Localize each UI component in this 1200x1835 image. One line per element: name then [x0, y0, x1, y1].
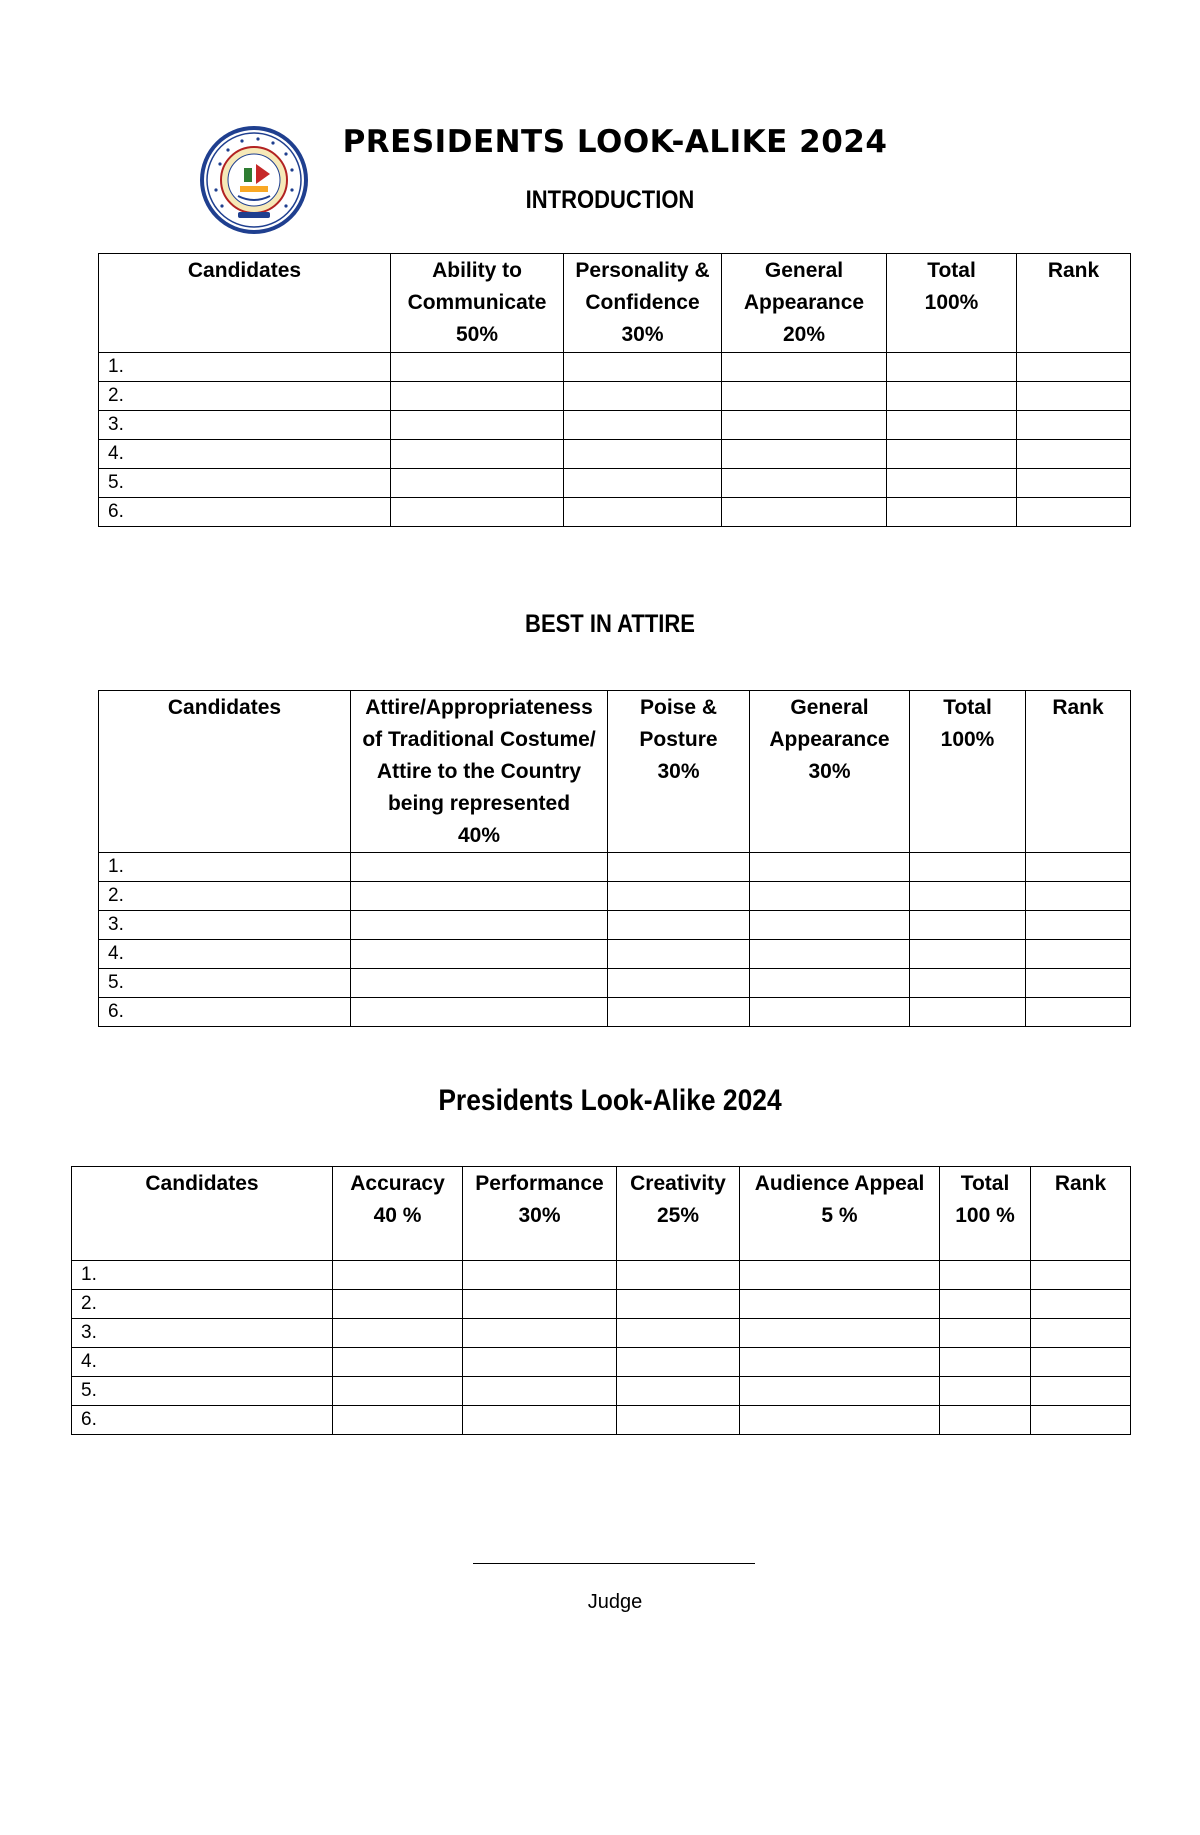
rank-cell[interactable]: [1017, 498, 1131, 527]
candidate-number: 5.: [72, 1377, 333, 1406]
score-cell[interactable]: [391, 382, 564, 411]
score-cell[interactable]: [608, 940, 750, 969]
table-row: [99, 940, 1131, 969]
section-title-best-in-attire: BEST IN ATTIRE: [525, 610, 695, 638]
table-row: [99, 382, 1131, 411]
total-cell[interactable]: [887, 440, 1017, 469]
score-cell[interactable]: [391, 440, 564, 469]
score-cell[interactable]: [564, 498, 722, 527]
score-cell[interactable]: [333, 1319, 463, 1348]
table-row: [72, 1290, 1131, 1319]
score-cell[interactable]: [722, 411, 887, 440]
rank-cell[interactable]: [1026, 940, 1131, 969]
score-cell[interactable]: [608, 998, 750, 1027]
total-cell[interactable]: [887, 353, 1017, 382]
table-row: [72, 1319, 1131, 1348]
column-header-poise-posture: Poise & Posture 30%: [608, 691, 750, 853]
table-header-row: [72, 1167, 1131, 1261]
table-row: [99, 469, 1131, 498]
rank-cell[interactable]: [1017, 382, 1131, 411]
table-row: [99, 440, 1131, 469]
total-cell[interactable]: [887, 382, 1017, 411]
score-cell[interactable]: [617, 1348, 740, 1377]
score-cell[interactable]: [750, 998, 910, 1027]
rank-cell[interactable]: [1031, 1290, 1131, 1319]
score-cell[interactable]: [351, 998, 608, 1027]
rank-cell[interactable]: [1031, 1319, 1131, 1348]
column-header-accuracy: Accuracy 40 %: [333, 1167, 463, 1261]
total-cell[interactable]: [887, 411, 1017, 440]
score-cell[interactable]: [608, 853, 750, 882]
score-cell[interactable]: [722, 498, 887, 527]
score-cell[interactable]: [617, 1261, 740, 1290]
column-header-creativity: Creativity 25%: [617, 1167, 740, 1261]
score-cell[interactable]: [617, 1406, 740, 1435]
total-cell[interactable]: [940, 1319, 1031, 1348]
score-cell[interactable]: [351, 969, 608, 998]
score-cell[interactable]: [750, 969, 910, 998]
score-cell[interactable]: [333, 1348, 463, 1377]
candidate-number: 6.: [99, 998, 351, 1027]
score-cell[interactable]: [463, 1319, 617, 1348]
rank-cell[interactable]: [1031, 1406, 1131, 1435]
total-cell[interactable]: [910, 998, 1026, 1027]
rank-cell[interactable]: [1026, 853, 1131, 882]
rank-cell[interactable]: [1031, 1348, 1131, 1377]
presidents-look-alike-score-table: [71, 1166, 1131, 1435]
table-row: [72, 1377, 1131, 1406]
rank-cell[interactable]: [1026, 911, 1131, 940]
column-header-attire-appropriateness: Attire/Appropriateness of Traditional Costume/ Attire to the Country being represented 40%: [351, 691, 608, 853]
score-cell[interactable]: [333, 1406, 463, 1435]
column-header-general-appearance: General Appearance 30%: [750, 691, 910, 853]
table-row: [99, 353, 1131, 382]
total-cell[interactable]: [910, 969, 1026, 998]
column-header-candidates: Candidates: [99, 691, 351, 853]
table-row: [99, 998, 1131, 1027]
total-cell[interactable]: [940, 1377, 1031, 1406]
score-cell[interactable]: [617, 1290, 740, 1319]
table-header-row: [99, 691, 1131, 853]
rank-cell[interactable]: [1017, 353, 1131, 382]
score-cell[interactable]: [333, 1290, 463, 1319]
score-cell[interactable]: [740, 1406, 940, 1435]
table-row: [72, 1261, 1131, 1290]
rank-cell[interactable]: [1017, 440, 1131, 469]
section-title-presidents-look-alike: Presidents Look-Alike 2024: [438, 1084, 782, 1117]
score-cell[interactable]: [740, 1348, 940, 1377]
score-cell[interactable]: [740, 1377, 940, 1406]
total-cell[interactable]: [940, 1261, 1031, 1290]
rank-cell[interactable]: [1017, 469, 1131, 498]
candidate-number: 3.: [99, 911, 351, 940]
score-cell[interactable]: [564, 382, 722, 411]
column-header-rank: Rank: [1031, 1167, 1131, 1261]
candidate-number: 3.: [72, 1319, 333, 1348]
rank-cell[interactable]: [1031, 1261, 1131, 1290]
score-cell[interactable]: [351, 882, 608, 911]
score-cell[interactable]: [351, 911, 608, 940]
table-row: [72, 1348, 1131, 1377]
score-cell[interactable]: [463, 1290, 617, 1319]
score-cell[interactable]: [463, 1261, 617, 1290]
score-cell[interactable]: [564, 469, 722, 498]
column-header-total: Total 100 %: [940, 1167, 1031, 1261]
score-cell[interactable]: [740, 1319, 940, 1348]
table-row: [99, 911, 1131, 940]
column-header-rank: Rank: [1026, 691, 1131, 853]
score-cell[interactable]: [617, 1319, 740, 1348]
total-cell[interactable]: [910, 911, 1026, 940]
rank-cell[interactable]: [1026, 969, 1131, 998]
candidate-number: 4.: [72, 1348, 333, 1377]
score-cell[interactable]: [333, 1377, 463, 1406]
score-cell[interactable]: [391, 353, 564, 382]
score-cell[interactable]: [463, 1348, 617, 1377]
table-row: [72, 1406, 1131, 1435]
table-row: [99, 853, 1131, 882]
candidate-number: 4.: [99, 440, 391, 469]
candidate-number: 6.: [99, 498, 391, 527]
total-cell[interactable]: [887, 469, 1017, 498]
score-cell[interactable]: [351, 940, 608, 969]
candidate-number: 2.: [99, 382, 391, 411]
table-row: [99, 882, 1131, 911]
score-cell[interactable]: [564, 353, 722, 382]
score-cell[interactable]: [391, 498, 564, 527]
score-cell[interactable]: [333, 1261, 463, 1290]
table-header-row: [99, 254, 1131, 353]
column-header-personality-confidence: Personality & Confidence 30%: [564, 254, 722, 353]
total-cell[interactable]: [910, 882, 1026, 911]
score-cell[interactable]: [740, 1290, 940, 1319]
document-title: PRESIDENTS LOOK-ALIKE 2024: [342, 124, 888, 160]
score-cell[interactable]: [608, 911, 750, 940]
column-header-rank: Rank: [1017, 254, 1131, 353]
rank-cell[interactable]: [1017, 411, 1131, 440]
score-cell[interactable]: [391, 469, 564, 498]
score-cell[interactable]: [351, 853, 608, 882]
score-cell[interactable]: [750, 940, 910, 969]
table-row: [99, 411, 1131, 440]
score-cell[interactable]: [564, 411, 722, 440]
total-cell[interactable]: [940, 1290, 1031, 1319]
score-cell[interactable]: [750, 911, 910, 940]
table-row: [99, 498, 1131, 527]
candidate-number: 1.: [99, 353, 391, 382]
candidate-number: 1.: [72, 1261, 333, 1290]
score-cell[interactable]: [391, 411, 564, 440]
rank-cell[interactable]: [1031, 1377, 1131, 1406]
column-header-general-appearance: General Appearance 20%: [722, 254, 887, 353]
score-cell[interactable]: [608, 882, 750, 911]
total-cell[interactable]: [910, 853, 1026, 882]
score-cell[interactable]: [564, 440, 722, 469]
candidate-number: 6.: [72, 1406, 333, 1435]
candidate-number: 2.: [99, 882, 351, 911]
column-header-performance: Performance 30%: [463, 1167, 617, 1261]
candidate-number: 4.: [99, 940, 351, 969]
score-cell[interactable]: [722, 469, 887, 498]
best-in-attire-score-table: [98, 690, 1131, 1027]
column-header-total: Total 100%: [887, 254, 1017, 353]
rank-cell[interactable]: [1026, 998, 1131, 1027]
column-header-audience-appeal: Audience Appeal 5 %: [740, 1167, 940, 1261]
signature-line[interactable]: [473, 1563, 755, 1564]
total-cell[interactable]: [940, 1348, 1031, 1377]
school-seal-icon: [198, 124, 310, 236]
rank-cell[interactable]: [1026, 882, 1131, 911]
score-cell[interactable]: [617, 1377, 740, 1406]
score-cell[interactable]: [722, 382, 887, 411]
score-cell[interactable]: [740, 1261, 940, 1290]
candidate-number: 5.: [99, 469, 391, 498]
judge-label: Judge: [587, 1591, 643, 1613]
score-cell[interactable]: [722, 353, 887, 382]
candidate-number: 1.: [99, 853, 351, 882]
score-cell[interactable]: [608, 969, 750, 998]
column-header-ability-to-communicate: Ability to Communicate 50%: [391, 254, 564, 353]
score-cell[interactable]: [463, 1406, 617, 1435]
column-header-candidates: Candidates: [72, 1167, 333, 1261]
score-cell[interactable]: [722, 440, 887, 469]
candidate-number: 3.: [99, 411, 391, 440]
total-cell[interactable]: [910, 940, 1026, 969]
candidate-number: 5.: [99, 969, 351, 998]
candidate-number: 2.: [72, 1290, 333, 1319]
table-row: [99, 969, 1131, 998]
total-cell[interactable]: [940, 1406, 1031, 1435]
score-cell[interactable]: [463, 1377, 617, 1406]
score-cell[interactable]: [750, 853, 910, 882]
section-title-introduction: INTRODUCTION: [525, 186, 695, 214]
score-cell[interactable]: [750, 882, 910, 911]
introduction-score-table: [98, 253, 1131, 527]
column-header-total: Total 100%: [910, 691, 1026, 853]
total-cell[interactable]: [887, 498, 1017, 527]
column-header-candidates: Candidates: [99, 254, 391, 353]
